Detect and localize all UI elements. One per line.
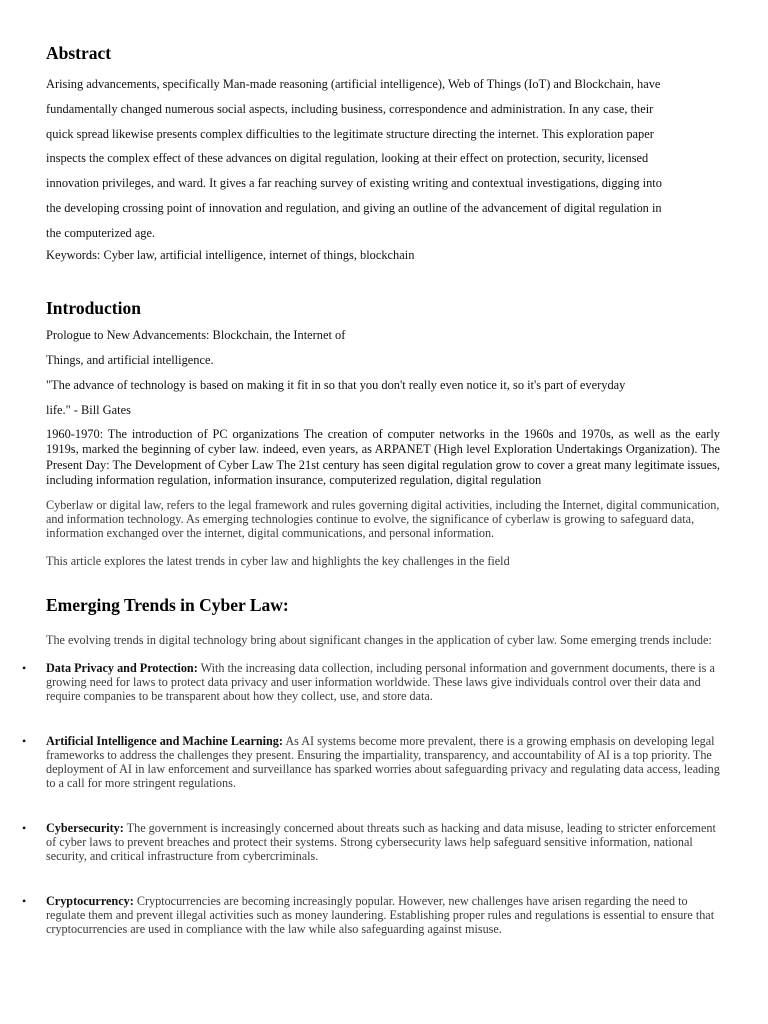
list-item xyxy=(22,661,720,703)
history-paragraph: 1960-1970: The introduction of PC organizations The creation of computer networks in the 1960s and 1970s, as well as the early 1919s, marked the beginning of cyber law. indeed, even years, as ARPANET (High level Exploration Undertakings Organization). The Present Day: The Development of Cyber Law The 21st century has seen digital regulation grow to cover a great many legitimate issues, including information regulation, information insurance, computerized regulation, digital regulation xyxy=(46,427,720,487)
article-paragraph: This article explores the latest trends in cyber law and highlights the key challenges in the field xyxy=(46,554,510,568)
abstract-line: the computerized age. xyxy=(46,225,156,240)
abstract-line: innovation privileges, and ward. It gives a far reaching survey of existing writing and contextual investigations, digging into xyxy=(46,176,662,191)
quote-line: "The advance of technology is based on making it fit in so that you don't really even notice it, so it's part of everyday xyxy=(46,378,626,392)
keywords: Keywords: Cyber law, artificial intelligence, internet of things, blockchain xyxy=(46,248,415,262)
prologue-line: Prologue to New Advancements: Blockchain, the Internet of xyxy=(46,328,346,342)
cyberlaw-paragraph: Cyberlaw or digital law, refers to the legal framework and rules governing digital activities, including the Internet, digital communication, and information technology. As emerging technologies continue to evolve, the significance of cyberlaw is growing to safeguard data, information exchanged over the internet, digital communications, and personal information. xyxy=(46,498,720,540)
trends-intro: The evolving trends in digital technology bring about significant changes in the application of cyber law. Some emerging trends include: xyxy=(46,633,712,647)
list-item-title: Data Privacy and Protection: xyxy=(46,661,198,675)
bullet-icon: • xyxy=(22,661,27,675)
list-item-text: The government is increasingly concerned about threats such as hacking and data misuse, leading to stricter enforcement of cyber laws to prevent breaches and protect their systems. Strong cybersecurity laws help safeguard sensitive information, national security, and critical infrastructure from cybercriminals. xyxy=(46,821,716,863)
list-item-text: With the increasing data collection, including personal information and government documents, there is a growing need for laws to protect data privacy and user information worldwide. These laws give individuals control over their data and require companies to be transparent about how they collect, use, and store data. xyxy=(46,661,715,703)
list-item-title: Cryptocurrency: xyxy=(46,894,134,908)
abstract-body xyxy=(46,72,726,246)
list-item-title: Cybersecurity: xyxy=(46,821,124,835)
abstract-line: Arising advancements, specifically Man-made reasoning (artificial intelligence), Web of Things (IoT) and Blockchain, have xyxy=(46,77,661,91)
trends-heading: Emerging Trends in Cyber Law: xyxy=(46,595,289,615)
list-item-text: Cryptocurrencies are becoming increasingly popular. However, new challenges have arisen regarding the need to regulate them and prevent illegal activities such as money laundering. Establishing proper rules and regulations is essential to ensure that cryptocurrencies are used in compliance with the law while also safeguarding against misuse. xyxy=(46,894,715,936)
bullet-icon: • xyxy=(22,894,27,908)
abstract-line: fundamentally changed numerous social aspects, including business, correspondence and administration. In any case, their xyxy=(46,101,654,116)
quote-line: life." - Bill Gates xyxy=(46,403,131,417)
list-item xyxy=(22,734,720,790)
bullet-icon: • xyxy=(22,821,27,835)
list-item-text: As AI systems become more prevalent, there is a growing emphasis on developing legal frameworks to address the challenges they present. Ensuring the impartiality, transparency, and accountability of AI is a top priority. The deployment of AI in law enforcement and surveillance has sparked worries about safeguarding privacy and regulating data access, leading to a call for more stringent regulations. xyxy=(46,734,720,790)
abstract-line: quick spread likewise presents complex difficulties to the legitimate structure directing the internet. This exploration paper xyxy=(46,126,654,141)
abstract-line: the developing crossing point of innovation and regulation, and giving an outline of the advancement of digital regulation in xyxy=(46,200,662,215)
bullet-icon: • xyxy=(22,734,27,748)
abstract-line: inspects the complex effect of these advances on digital regulation, looking at their effect on protection, security, licensed xyxy=(46,151,649,166)
introduction-heading: Introduction xyxy=(46,298,141,318)
list-item-title: Artificial Intelligence and Machine Learning: xyxy=(46,734,283,748)
list-item xyxy=(22,821,720,863)
prologue-line: Things, and artificial intelligence. xyxy=(46,353,214,367)
list-item xyxy=(22,894,720,936)
abstract-heading: Abstract xyxy=(46,43,112,63)
